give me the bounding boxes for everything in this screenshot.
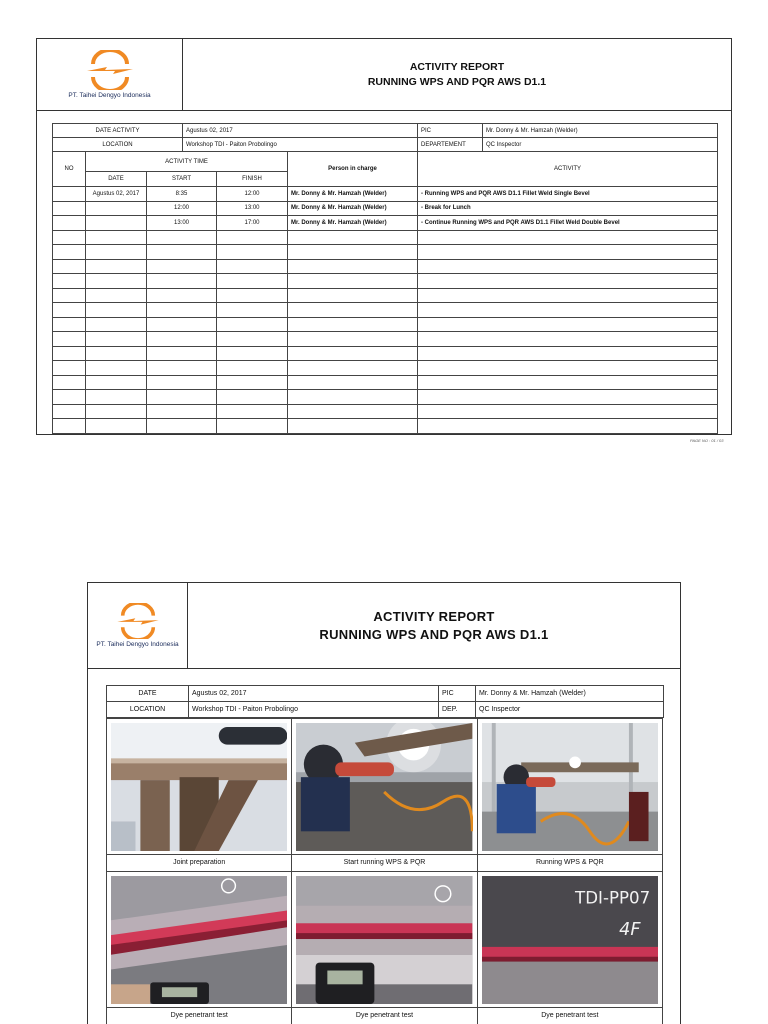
empty-cell [147, 390, 217, 405]
row-finish: 12:00 [217, 187, 288, 202]
empty-cell [288, 274, 418, 289]
empty-cell [86, 317, 147, 332]
row-activity: - Continue Running WPS and PQR AWS D1.1 Fillet Weld Double Bevel [418, 216, 718, 231]
empty-cell [147, 375, 217, 390]
location-label: LOCATION [53, 138, 183, 152]
caption-dye-penetrant-2: Dye penetrant test [292, 1008, 477, 1024]
row-person: Mr. Donny & Mr. Hamzah (Welder) [288, 187, 418, 202]
empty-cell [418, 332, 718, 347]
row-date [86, 201, 147, 216]
info-table [52, 123, 718, 152]
photo-mark-id: TDI-PP07 [574, 888, 650, 908]
title-line-2: RUNNING WPS AND PQR AWS D1.1 [367, 75, 547, 88]
empty-cell [53, 230, 86, 245]
empty-cell [418, 346, 718, 361]
date-header: DATE [86, 172, 147, 187]
finish-header: FINISH [217, 172, 288, 187]
title-line-2: RUNNING WPS AND PQR AWS D1.1 [319, 626, 549, 642]
photo-dye-penetrant-2 [292, 872, 477, 1008]
row-no [53, 187, 86, 202]
title-line-1: ACTIVITY REPORT [373, 608, 495, 624]
row-person: Mr. Donny & Mr. Hamzah (Welder) [288, 216, 418, 231]
empty-cell [288, 230, 418, 245]
table-row [53, 187, 718, 202]
empty-cell [86, 346, 147, 361]
empty-cell [86, 375, 147, 390]
empty-cell [418, 288, 718, 303]
empty-cell [147, 288, 217, 303]
empty-cell [53, 361, 86, 376]
date-value: Agustus 02, 2017 [183, 124, 418, 138]
company-name: PT. Taihei Dengyo Indonesia [96, 641, 179, 648]
dept-label: DEP. [439, 702, 476, 718]
report-page-1 [36, 38, 732, 435]
empty-cell [217, 361, 288, 376]
empty-cell [288, 317, 418, 332]
empty-table-row [53, 346, 718, 361]
dept-value: QC Inspector [483, 138, 718, 152]
photo-mark-position: 4F [618, 920, 641, 941]
row-start: 13:00 [147, 216, 217, 231]
empty-cell [53, 288, 86, 303]
empty-table-row [53, 317, 718, 332]
empty-cell [86, 230, 147, 245]
empty-cell [53, 419, 86, 434]
location-value: Workshop TDI - Paiton Probolingo [189, 702, 439, 718]
info-row-location [53, 138, 718, 152]
empty-cell [288, 404, 418, 419]
row-no [53, 216, 86, 231]
empty-cell [53, 404, 86, 419]
empty-cell [288, 259, 418, 274]
empty-cell [288, 303, 418, 318]
pic-value: Mr. Donny & Mr. Hamzah (Welder) [483, 124, 718, 138]
empty-cell [217, 303, 288, 318]
dye-penetrant-image [111, 876, 287, 1004]
empty-cell [217, 245, 288, 260]
empty-cell [86, 390, 147, 405]
location-value: Workshop TDI - Paiton Probolingo [183, 138, 418, 152]
photo-dye-penetrant-3 [478, 872, 663, 1008]
photo-grid [106, 718, 663, 1024]
empty-cell [147, 419, 217, 434]
info-row-date [53, 124, 718, 138]
pic-value: Mr. Donny & Mr. Hamzah (Welder) [476, 686, 664, 702]
empty-cell [147, 361, 217, 376]
empty-cell [418, 419, 718, 434]
empty-cell [217, 419, 288, 434]
table-row [53, 201, 718, 216]
empty-cell [418, 259, 718, 274]
empty-cell [53, 375, 86, 390]
empty-cell [217, 375, 288, 390]
row-start: 8:35 [147, 187, 217, 202]
empty-cell [288, 288, 418, 303]
row-finish: 17:00 [217, 216, 288, 231]
location-label: LOCATION [107, 702, 189, 718]
activity-table [52, 151, 718, 434]
empty-cell [86, 303, 147, 318]
title-line-1: ACTIVITY REPORT [409, 60, 505, 73]
empty-table-row [53, 259, 718, 274]
company-name: PT. Taihei Dengyo Indonesia [68, 92, 151, 99]
empty-cell [53, 332, 86, 347]
caption-running: Running WPS & PQR [478, 855, 663, 872]
empty-cell [147, 332, 217, 347]
empty-cell [147, 317, 217, 332]
empty-cell [147, 259, 217, 274]
empty-cell [217, 288, 288, 303]
report-page-2 [87, 582, 681, 1024]
empty-cell [418, 361, 718, 376]
dept-value: QC Inspector [476, 702, 664, 718]
empty-cell [147, 230, 217, 245]
empty-cell [53, 245, 86, 260]
photo-joint-preparation [107, 719, 292, 855]
empty-cell [418, 274, 718, 289]
empty-cell [217, 332, 288, 347]
row-date: Agustus 02, 2017 [86, 187, 147, 202]
activity-header: ACTIVITY [418, 152, 718, 187]
date-label: DATE ACTIVITY [53, 124, 183, 138]
page-number: PAGE NO : 01 / 03 [690, 438, 724, 443]
empty-cell [217, 230, 288, 245]
running-image [482, 723, 658, 851]
empty-cell [418, 404, 718, 419]
empty-cell [217, 259, 288, 274]
empty-cell [217, 317, 288, 332]
report-header [88, 583, 680, 669]
empty-cell [288, 245, 418, 260]
empty-cell [288, 332, 418, 347]
empty-cell [53, 317, 86, 332]
row-activity: - Running WPS and PQR AWS D1.1 Fillet Weld Single Bevel [418, 187, 718, 202]
photo-running [478, 719, 663, 855]
empty-cell [86, 274, 147, 289]
info-table [106, 685, 664, 718]
dye-penetrant-image [296, 876, 472, 1004]
empty-table-row [53, 332, 718, 347]
empty-table-row [53, 404, 718, 419]
empty-cell [418, 375, 718, 390]
company-logo [88, 583, 188, 668]
company-logo [37, 39, 183, 110]
empty-cell [53, 259, 86, 274]
dye-penetrant-image [482, 876, 658, 1004]
empty-cell [53, 346, 86, 361]
empty-cell [86, 332, 147, 347]
empty-cell [86, 404, 147, 419]
report-header [37, 39, 731, 111]
row-activity: - Break for Lunch [418, 201, 718, 216]
no-header: NO [53, 152, 86, 187]
empty-cell [288, 375, 418, 390]
photo-start-running [292, 719, 477, 855]
empty-cell [86, 259, 147, 274]
empty-table-row [53, 303, 718, 318]
info-row-location [107, 702, 664, 718]
caption-dye-penetrant-3: Dye penetrant test [478, 1008, 663, 1024]
company-logo-icon [113, 603, 163, 639]
empty-cell [288, 361, 418, 376]
report-title [188, 583, 680, 668]
person-header: Person in charge [288, 152, 418, 187]
empty-cell [53, 390, 86, 405]
empty-cell [217, 274, 288, 289]
date-value: Agustus 02, 2017 [189, 686, 439, 702]
empty-table-row [53, 245, 718, 260]
empty-table-row [53, 419, 718, 434]
empty-cell [147, 346, 217, 361]
empty-cell [147, 245, 217, 260]
empty-table-row [53, 361, 718, 376]
dept-label: DEPARTEMENT [418, 138, 483, 152]
date-label: DATE [107, 686, 189, 702]
pic-label: PIC [439, 686, 476, 702]
joint-preparation-image [111, 723, 287, 851]
header-row-1 [53, 152, 718, 172]
empty-cell [418, 390, 718, 405]
activity-time-header: ACTIVITY TIME [86, 152, 288, 172]
empty-cell [418, 245, 718, 260]
caption-dye-penetrant-1: Dye penetrant test [107, 1008, 292, 1024]
table-row [53, 216, 718, 231]
empty-cell [53, 303, 86, 318]
report-title [183, 39, 731, 110]
caption-start-running: Start running WPS & PQR [292, 855, 477, 872]
empty-cell [86, 419, 147, 434]
empty-cell [147, 274, 217, 289]
empty-cell [418, 230, 718, 245]
row-finish: 13:00 [217, 201, 288, 216]
empty-cell [418, 317, 718, 332]
empty-table-row [53, 288, 718, 303]
empty-cell [418, 303, 718, 318]
empty-table-row [53, 274, 718, 289]
empty-cell [147, 303, 217, 318]
photo-dye-penetrant-1 [107, 872, 292, 1008]
empty-cell [86, 288, 147, 303]
empty-table-row [53, 230, 718, 245]
info-row-date [107, 686, 664, 702]
empty-table-row [53, 375, 718, 390]
row-date [86, 216, 147, 231]
row-person: Mr. Donny & Mr. Hamzah (Welder) [288, 201, 418, 216]
company-logo-icon [83, 50, 137, 90]
empty-cell [217, 390, 288, 405]
empty-cell [86, 245, 147, 260]
empty-cell [217, 346, 288, 361]
empty-cell [288, 419, 418, 434]
pic-label: PIC [418, 124, 483, 138]
row-start: 12:00 [147, 201, 217, 216]
start-running-image [296, 723, 472, 851]
empty-cell [53, 274, 86, 289]
empty-cell [288, 346, 418, 361]
start-header: START [147, 172, 217, 187]
empty-table-row [53, 390, 718, 405]
empty-cell [217, 404, 288, 419]
row-no [53, 201, 86, 216]
empty-cell [288, 390, 418, 405]
empty-cell [147, 404, 217, 419]
caption-joint-preparation: Joint preparation [107, 855, 292, 872]
empty-cell [86, 361, 147, 376]
